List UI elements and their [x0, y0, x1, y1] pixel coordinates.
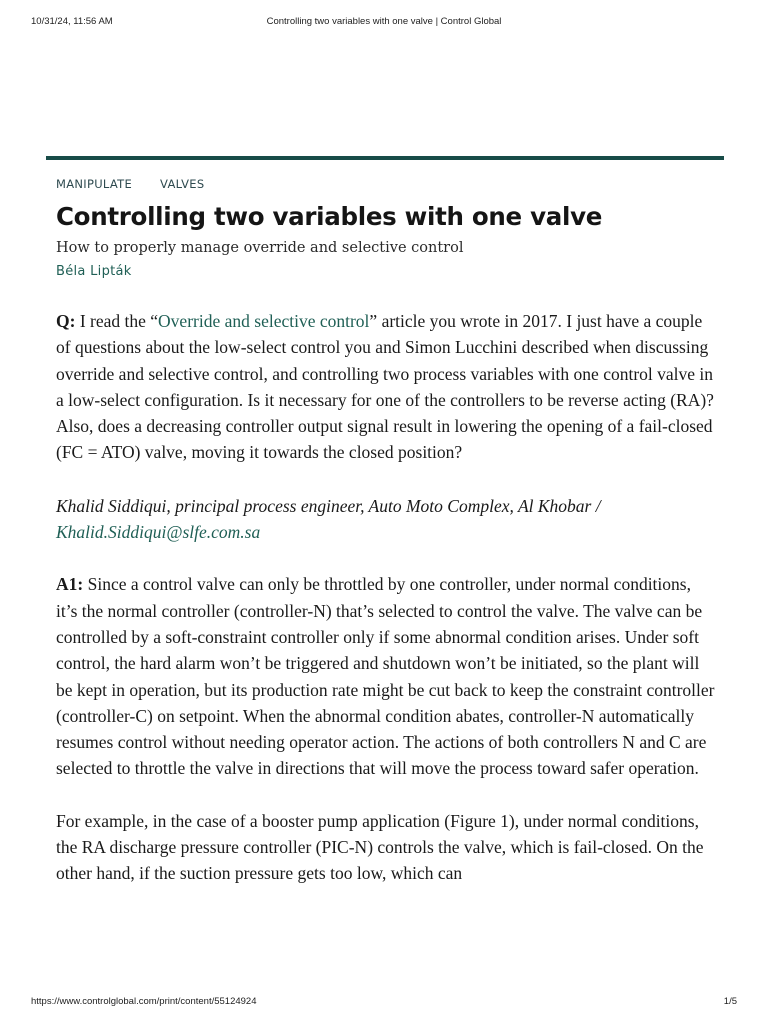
print-page-title: Controlling two variables with one valve | Control Global	[266, 16, 502, 27]
answer-label: A1:	[56, 574, 84, 595]
tag-valves[interactable]: VALVES	[160, 177, 205, 191]
article-subtitle: How to properly manage override and selective control	[56, 240, 464, 256]
override-article-link[interactable]: Override and selective control	[158, 311, 370, 331]
article-tags	[56, 177, 716, 193]
question-text-before: I read the “	[75, 311, 159, 331]
print-datetime: 10/31/24, 11:56 AM	[31, 16, 113, 27]
example-paragraph: For example, in the case of a booster pump application (Figure 1), under normal conditions, the RA discharge pressure controller (PIC-N) controls the valve, which is fail-closed. On the other hand, if the suction pressure gets too low, which can	[56, 810, 704, 884]
article-author[interactable]: Béla Lipták	[56, 264, 132, 279]
tag-manipulate[interactable]: MANIPULATE	[56, 177, 133, 191]
article-title: Controlling two variables with one valve	[56, 202, 603, 231]
question-text-after: ” article you wrote in 2017. I just have a couple of questions about the low-select control you and Simon Lucchini described when discussing override and selective control, and controlling two process variables with one control valve in a low-select configuration. Is it necessary for one of the controllers to be reverse acting (RA)? Also, does a decreasing controller output signal result in lowering the opening of a fail-closed (FC = ATO) valve, moving it towards the closed position?	[56, 311, 714, 463]
article	[56, 177, 716, 887]
answer-text: Since a control valve can only be throttled by one controller, under normal conditions, it’s the normal controller (controller-N) that’s selected to control the valve. The valve can be controlled by a soft-constraint controller only if some abnormal condition arises. Under soft control, the hard alarm won’t be triggered and shutdown won’t be initiated, so the plant will be kept in operation, but its production rate might be cut back to keep the constraint controller (controller-C) on setpoint. When the abnormal condition abates, controller-N automatically resumes control without needing operator action. The actions of both controllers N and C are selected to throttle the valve in directions that will move the process toward safer operation.	[56, 574, 715, 779]
signature-paragraph	[56, 493, 716, 546]
header-divider	[46, 156, 724, 160]
print-footer	[31, 996, 737, 1007]
signature-text: Khalid Siddiqui, principal process engineer, Auto Moto Complex, Al Khobar /	[56, 495, 601, 516]
question-label: Q:	[56, 311, 76, 331]
print-page-number: 1/5	[723, 996, 737, 1007]
print-url: https://www.controlglobal.com/print/content/55124924	[31, 996, 257, 1007]
signature-email-link[interactable]: Khalid.Siddiqui@slfe.com.sa	[56, 522, 261, 543]
question-paragraph	[56, 308, 716, 466]
answer-paragraph	[56, 571, 716, 781]
